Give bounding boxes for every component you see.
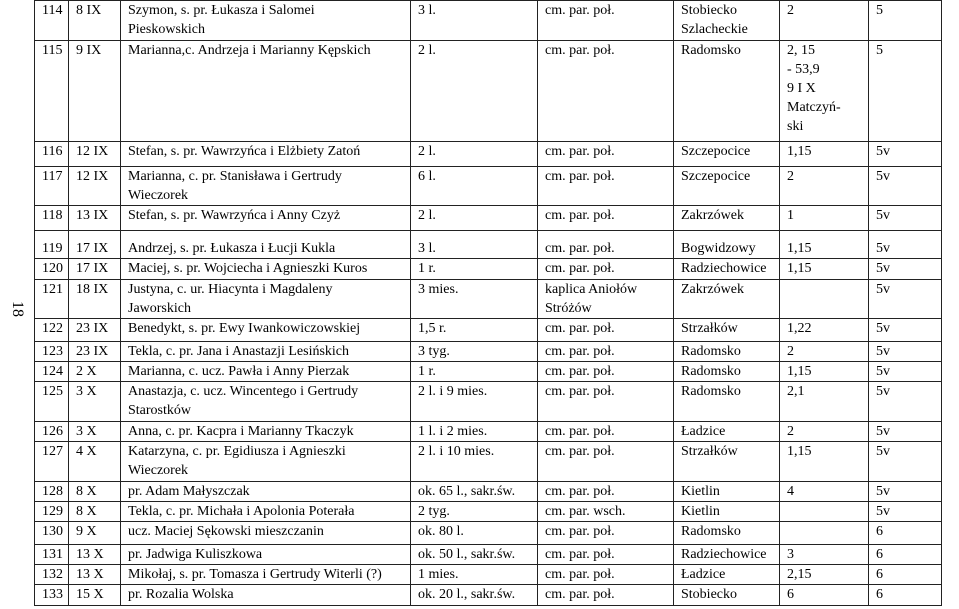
cell-c2: 5v xyxy=(869,319,942,341)
cell-date: 3 X xyxy=(69,382,121,422)
cell-c1: 2 xyxy=(780,341,869,361)
cell-no: 120 xyxy=(35,259,69,279)
cell-village: Ładzice xyxy=(674,565,780,585)
cell-age: 6 l. xyxy=(411,166,538,206)
cell-no: 118 xyxy=(35,206,69,230)
cell-date: 12 IX xyxy=(69,142,121,166)
cell-place: cm. par. poł. xyxy=(538,481,674,501)
cell-date: 17 IX xyxy=(69,230,121,258)
cell-no: 128 xyxy=(35,481,69,501)
cell-c2: 5v xyxy=(869,421,942,441)
cell-c2: 5v xyxy=(869,361,942,381)
cell-c1: 1,15 xyxy=(780,142,869,166)
cell-date: 2 X xyxy=(69,361,121,381)
cell-no: 132 xyxy=(35,565,69,585)
cell-c1: 2,1 xyxy=(780,382,869,422)
cell-age: 2 l. xyxy=(411,206,538,230)
cell-village: Stobiecko Szlacheckie xyxy=(674,1,780,41)
cell-age: 3 l. xyxy=(411,1,538,41)
cell-village: Radomsko xyxy=(674,522,780,544)
page-margin xyxy=(0,0,34,609)
cell-village: Szczepocice xyxy=(674,142,780,166)
cell-date: 12 IX xyxy=(69,166,121,206)
cell-c1: 2 xyxy=(780,1,869,41)
cell-no: 129 xyxy=(35,502,69,522)
cell-village: Stobiecko xyxy=(674,585,780,606)
table-row xyxy=(35,361,942,381)
cell-age: 2 l. xyxy=(411,40,538,142)
cell-place: cm. par. poł. xyxy=(538,382,674,422)
cell-c2: 6 xyxy=(869,565,942,585)
cell-c2: 5v xyxy=(869,442,942,482)
cell-place: cm. par. poł. xyxy=(538,361,674,381)
cell-village: Radomsko xyxy=(674,40,780,142)
cell-name: Marianna, c. pr. Stanisława i Gertrudy Wieczorek xyxy=(121,166,411,206)
cell-name: Tekla, c. pr. Michała i Apolonia Poterała xyxy=(121,502,411,522)
cell-village: Radziechowice xyxy=(674,544,780,564)
cell-c2: 5 xyxy=(869,40,942,142)
cell-c2: 5v xyxy=(869,481,942,501)
cell-name: ucz. Maciej Sękowski mieszczanin xyxy=(121,522,411,544)
cell-c2: 5v xyxy=(869,206,942,230)
cell-no: 127 xyxy=(35,442,69,482)
cell-date: 9 IX xyxy=(69,40,121,142)
cell-c1: 1,15 xyxy=(780,361,869,381)
cell-name: Benedykt, s. pr. Ewy Iwankowiczowskiej xyxy=(121,319,411,341)
cell-c1: 3 xyxy=(780,544,869,564)
cell-village: Radziechowice xyxy=(674,259,780,279)
cell-age: 3 tyg. xyxy=(411,341,538,361)
cell-age: 2 l. xyxy=(411,142,538,166)
cell-village: Zakrzówek xyxy=(674,206,780,230)
cell-no: 130 xyxy=(35,522,69,544)
cell-place: cm. par. poł. xyxy=(538,442,674,482)
table-row xyxy=(35,279,942,319)
table-row xyxy=(35,206,942,230)
cell-no: 114 xyxy=(35,1,69,41)
table-row xyxy=(35,40,942,142)
table-row xyxy=(35,319,942,341)
cell-name: Anna, c. pr. Kacpra i Marianny Tkaczyk xyxy=(121,421,411,441)
cell-place: cm. par. poł. xyxy=(538,585,674,606)
cell-date: 8 IX xyxy=(69,1,121,41)
cell-name: Katarzyna, c. pr. Egidiusza i Agnieszki Wieczorek xyxy=(121,442,411,482)
cell-age: 2 l. i 9 mies. xyxy=(411,382,538,422)
cell-age: ok. 65 l., sakr.św. xyxy=(411,481,538,501)
table-row xyxy=(35,259,942,279)
cell-c2: 5v xyxy=(869,166,942,206)
cell-village: Zakrzówek xyxy=(674,279,780,319)
cell-date: 9 X xyxy=(69,522,121,544)
cell-no: 123 xyxy=(35,341,69,361)
cell-no: 119 xyxy=(35,230,69,258)
table-row xyxy=(35,382,942,422)
cell-place: cm. par. poł. xyxy=(538,544,674,564)
cell-place: cm. par. poł. xyxy=(538,230,674,258)
cell-village: Ładzice xyxy=(674,421,780,441)
cell-village: Kietlin xyxy=(674,502,780,522)
cell-date: 3 X xyxy=(69,421,121,441)
cell-c1: 1 xyxy=(780,206,869,230)
cell-c2: 5v xyxy=(869,341,942,361)
cell-c2: 5v xyxy=(869,230,942,258)
cell-place: cm. par. poł. xyxy=(538,206,674,230)
cell-date: 8 X xyxy=(69,481,121,501)
cell-c1: 2 xyxy=(780,166,869,206)
cell-date: 13 IX xyxy=(69,206,121,230)
cell-name: Anastazja, c. ucz. Wincentego i Gertrudy Starostków xyxy=(121,382,411,422)
cell-c1: 2, 15 - 53,9 9 I X Matczyń- ski xyxy=(780,40,869,142)
cell-place: kaplica Aniołów Stróżów xyxy=(538,279,674,319)
cell-name: pr. Rozalia Wolska xyxy=(121,585,411,606)
cell-date: 8 X xyxy=(69,502,121,522)
cell-c2: 5v xyxy=(869,259,942,279)
cell-age: 2 l. i 10 mies. xyxy=(411,442,538,482)
cell-village: Strzałków xyxy=(674,319,780,341)
cell-age: 1 mies. xyxy=(411,565,538,585)
cell-name: Mikołaj, s. pr. Tomasza i Gertrudy Witerli (?) xyxy=(121,565,411,585)
cell-name: Maciej, s. pr. Wojciecha i Agnieszki Kuros xyxy=(121,259,411,279)
cell-place: cm. par. poł. xyxy=(538,565,674,585)
cell-c1: 2 xyxy=(780,421,869,441)
table-row xyxy=(35,585,942,606)
cell-c2: 6 xyxy=(869,585,942,606)
cell-no: 133 xyxy=(35,585,69,606)
cell-place: cm. par. poł. xyxy=(538,1,674,41)
cell-name: Andrzej, s. pr. Łukasza i Łucji Kukla xyxy=(121,230,411,258)
cell-date: 4 X xyxy=(69,442,121,482)
cell-name: Justyna, c. ur. Hiacynta i Magdaleny Jaworskich xyxy=(121,279,411,319)
cell-age: ok. 80 l. xyxy=(411,522,538,544)
cell-c2: 5v xyxy=(869,502,942,522)
burial-register-table xyxy=(34,0,942,606)
cell-age: 3 mies. xyxy=(411,279,538,319)
cell-c1: 2,15 xyxy=(780,565,869,585)
cell-date: 23 IX xyxy=(69,341,121,361)
cell-place: cm. par. poł. xyxy=(538,259,674,279)
cell-c1: 4 xyxy=(780,481,869,501)
table-row xyxy=(35,166,942,206)
table-row xyxy=(35,230,942,258)
cell-date: 18 IX xyxy=(69,279,121,319)
cell-c2: 6 xyxy=(869,522,942,544)
cell-place: cm. par. poł. xyxy=(538,40,674,142)
cell-place: cm. par. wsch. xyxy=(538,502,674,522)
cell-no: 121 xyxy=(35,279,69,319)
cell-date: 15 X xyxy=(69,585,121,606)
table-row xyxy=(35,142,942,166)
cell-village: Strzałków xyxy=(674,442,780,482)
cell-village: Radomsko xyxy=(674,382,780,422)
table-row xyxy=(35,522,942,544)
cell-c1: 1,22 xyxy=(780,319,869,341)
cell-age: ok. 20 l., sakr.św. xyxy=(411,585,538,606)
cell-place: cm. par. poł. xyxy=(538,166,674,206)
cell-name: Stefan, s. pr. Wawrzyńca i Anny Czyż xyxy=(121,206,411,230)
cell-no: 115 xyxy=(35,40,69,142)
cell-c2: 6 xyxy=(869,544,942,564)
cell-date: 17 IX xyxy=(69,259,121,279)
cell-age: 2 tyg. xyxy=(411,502,538,522)
cell-c1 xyxy=(780,279,869,319)
cell-no: 125 xyxy=(35,382,69,422)
table-row xyxy=(35,442,942,482)
table-row xyxy=(35,1,942,41)
cell-name: Marianna, c. ucz. Pawła i Anny Pierzak xyxy=(121,361,411,381)
cell-date: 13 X xyxy=(69,565,121,585)
cell-place: cm. par. poł. xyxy=(538,522,674,544)
cell-name: pr. Adam Małyszczak xyxy=(121,481,411,501)
cell-no: 131 xyxy=(35,544,69,564)
table-row xyxy=(35,502,942,522)
cell-c1: 1,15 xyxy=(780,259,869,279)
cell-name: Tekla, c. pr. Jana i Anastazji Lesińskich xyxy=(121,341,411,361)
table-row xyxy=(35,341,942,361)
cell-c1 xyxy=(780,522,869,544)
cell-name: Stefan, s. pr. Wawrzyńca i Elżbiety Zatoń xyxy=(121,142,411,166)
table-row xyxy=(35,421,942,441)
cell-c1: 1,15 xyxy=(780,230,869,258)
table-row xyxy=(35,481,942,501)
cell-date: 13 X xyxy=(69,544,121,564)
cell-no: 124 xyxy=(35,361,69,381)
cell-name: Szymon, s. pr. Łukasza i Salomei Pieskowskich xyxy=(121,1,411,41)
table-row xyxy=(35,565,942,585)
page-number: 18 xyxy=(9,301,26,317)
cell-name: Marianna,c. Andrzeja i Marianny Kępskich xyxy=(121,40,411,142)
cell-place: cm. par. poł. xyxy=(538,142,674,166)
cell-place: cm. par. poł. xyxy=(538,341,674,361)
cell-no: 117 xyxy=(35,166,69,206)
cell-village: Radomsko xyxy=(674,341,780,361)
cell-age: ok. 50 l., sakr.św. xyxy=(411,544,538,564)
cell-age: 1 l. i 2 mies. xyxy=(411,421,538,441)
cell-age: 1 r. xyxy=(411,259,538,279)
cell-village: Radomsko xyxy=(674,361,780,381)
cell-age: 3 l. xyxy=(411,230,538,258)
cell-c1: 6 xyxy=(780,585,869,606)
cell-c2: 5 xyxy=(869,1,942,41)
cell-no: 126 xyxy=(35,421,69,441)
cell-village: Szczepocice xyxy=(674,166,780,206)
cell-place: cm. par. poł. xyxy=(538,319,674,341)
cell-c2: 5v xyxy=(869,279,942,319)
table-row xyxy=(35,544,942,564)
cell-village: Bogwidzowy xyxy=(674,230,780,258)
cell-c2: 5v xyxy=(869,382,942,422)
cell-date: 23 IX xyxy=(69,319,121,341)
cell-c1: 1,15 xyxy=(780,442,869,482)
cell-village: Kietlin xyxy=(674,481,780,501)
cell-c1 xyxy=(780,502,869,522)
cell-no: 116 xyxy=(35,142,69,166)
cell-age: 1,5 r. xyxy=(411,319,538,341)
cell-age: 1 r. xyxy=(411,361,538,381)
cell-c2: 5v xyxy=(869,142,942,166)
cell-place: cm. par. poł. xyxy=(538,421,674,441)
cell-no: 122 xyxy=(35,319,69,341)
cell-name: pr. Jadwiga Kuliszkowa xyxy=(121,544,411,564)
